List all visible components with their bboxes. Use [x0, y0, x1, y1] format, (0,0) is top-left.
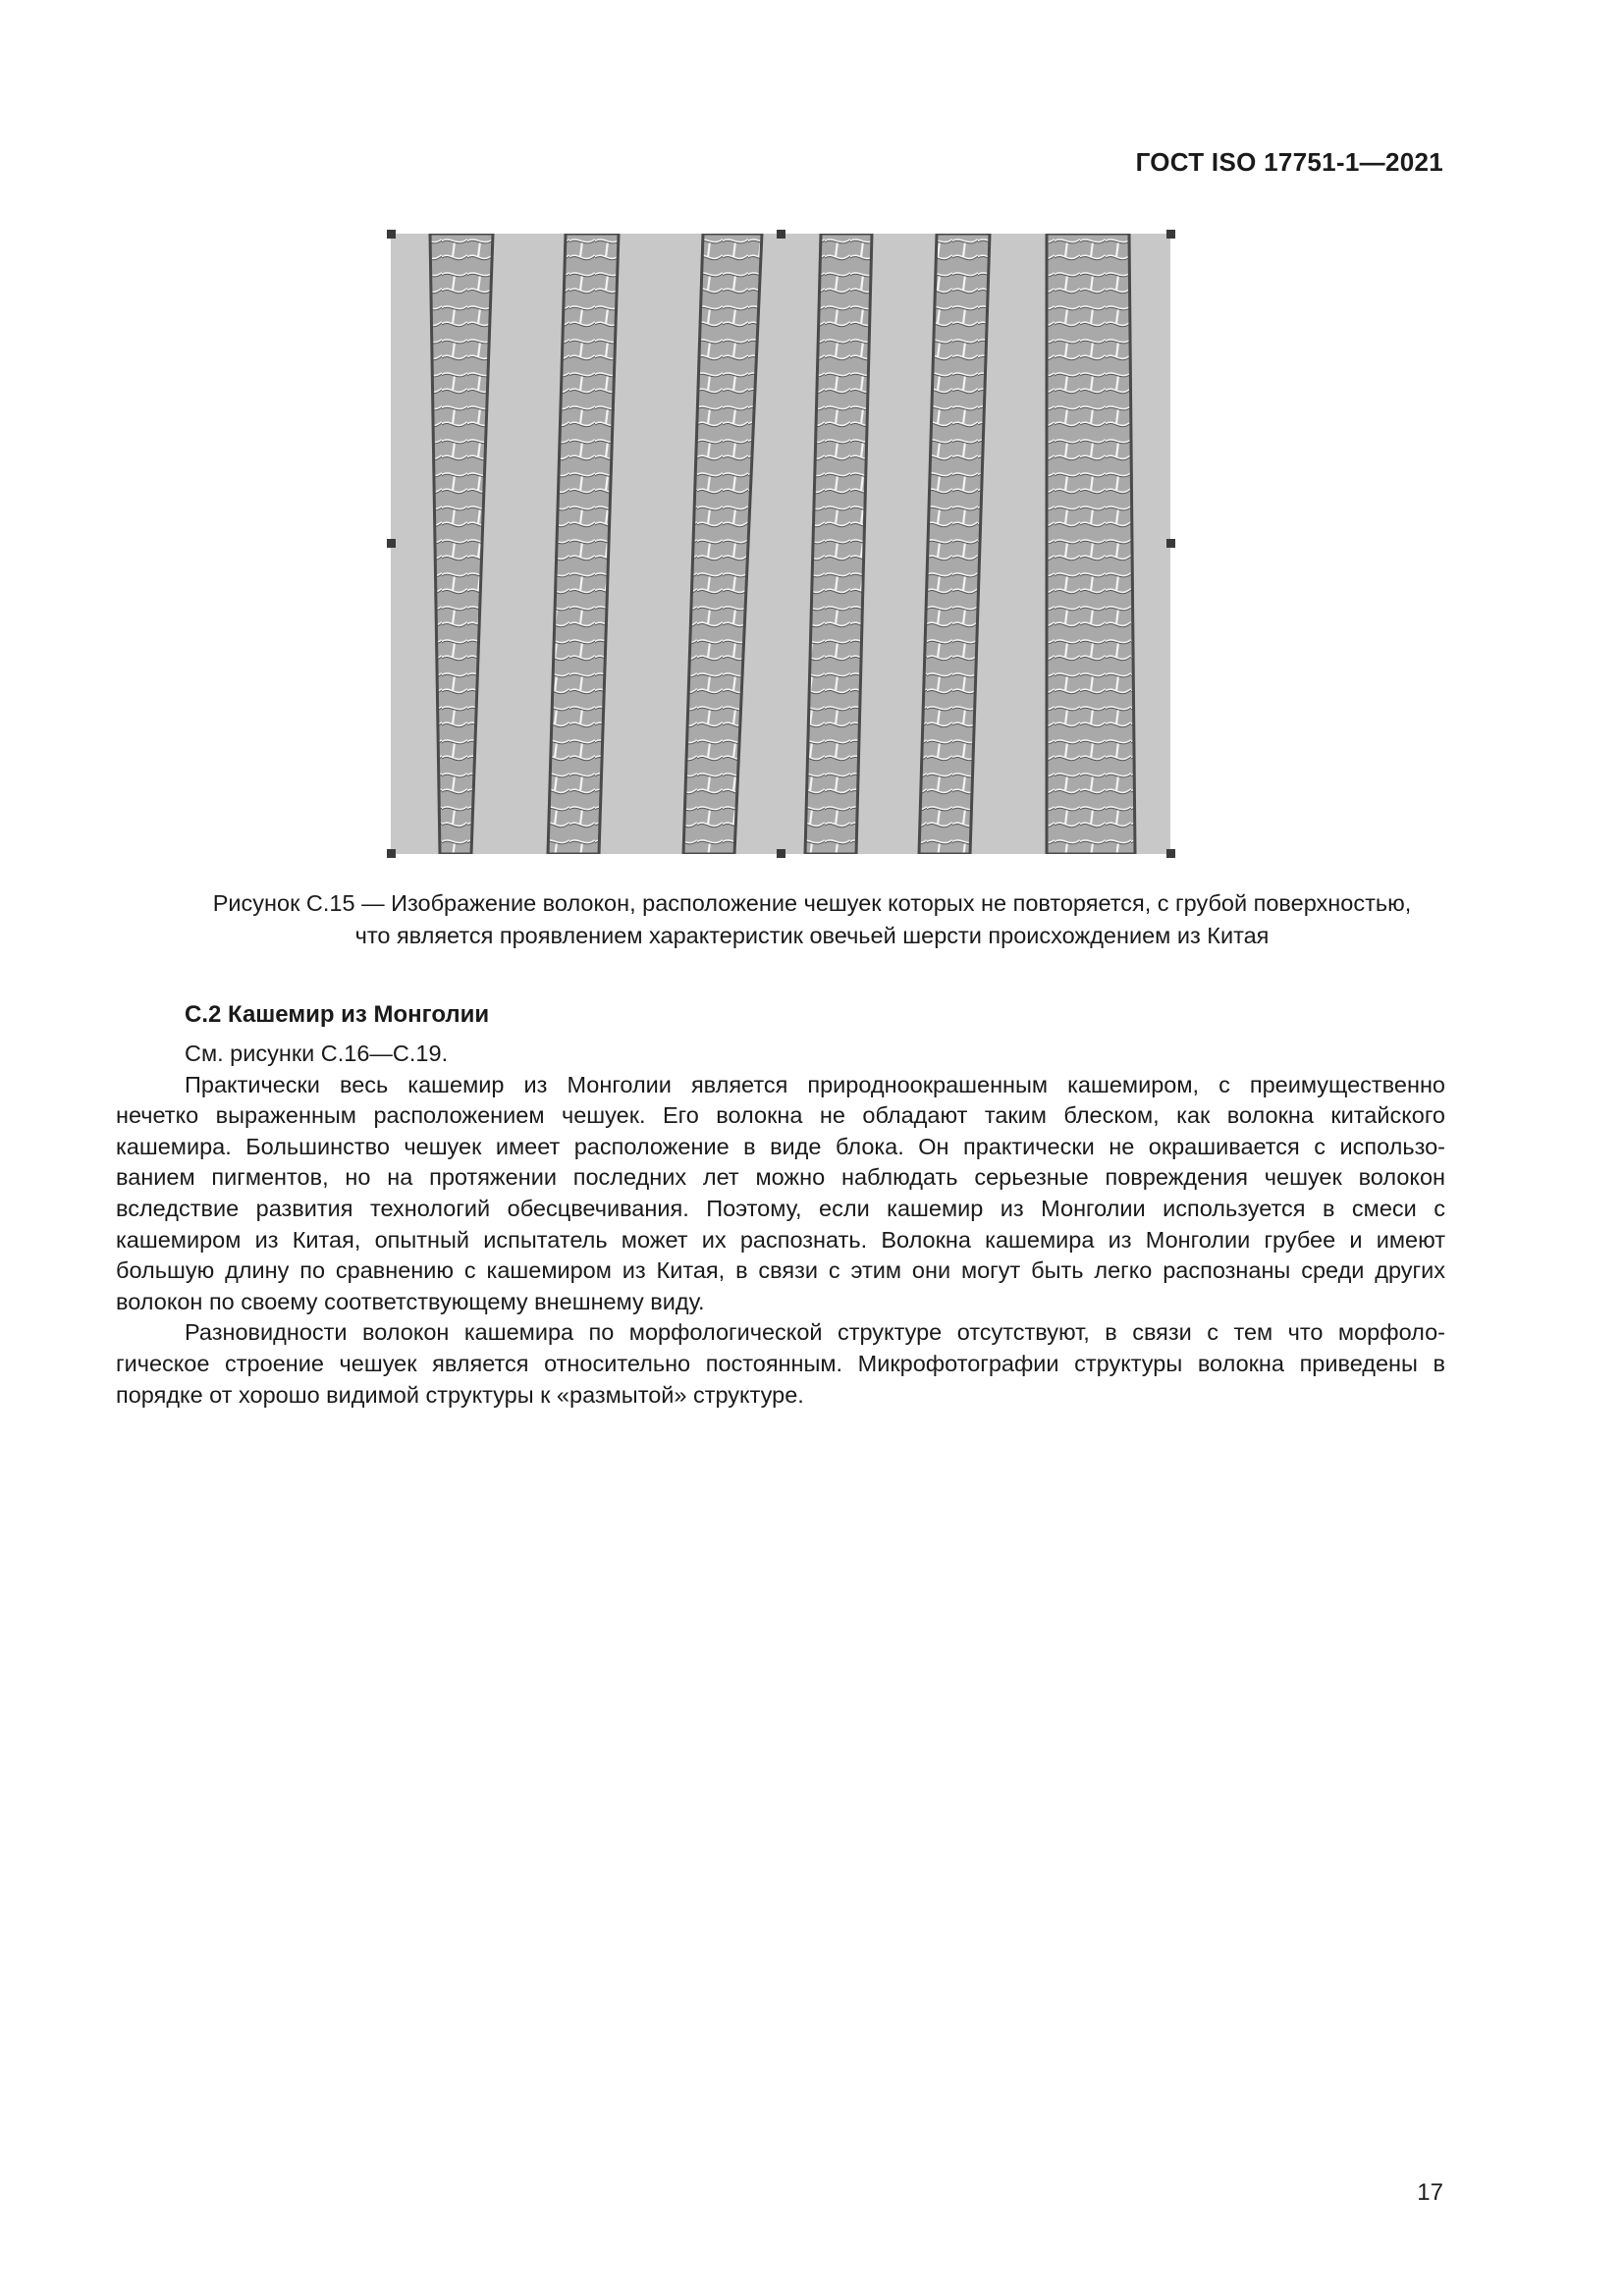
figure-handle-ml	[387, 539, 396, 548]
figure-handle-tl	[387, 230, 396, 239]
section-body	[116, 1039, 1445, 1411]
fiber-6	[1047, 234, 1135, 854]
figure-handle-tm	[777, 230, 785, 239]
text-line: порядке от хорошо видимой структуры к «размытой» структуре.	[116, 1381, 804, 1408]
text-line: См. рисунки С.16—С.19.	[185, 1041, 449, 1066]
text-line: Практически весь кашемир из Монголии является природноокрашенным кашемиром, с преимущественно	[185, 1071, 1445, 1097]
document-code: ГОСТ ISO 17751-1—2021	[1135, 147, 1443, 177]
caption-line: что является проявлением характеристик овечьей шерсти происхождением из Китая	[354, 923, 1270, 948]
text-line: волокон по своему соответствующему внешнему виду.	[116, 1288, 705, 1314]
page-number: 17	[1417, 2179, 1443, 2206]
figure-handle-mr	[1166, 539, 1175, 548]
text-line: кашемиром из Китая, опытный испытатель может их распознать. Волокна кашемира из Монголии грубее и имеют	[116, 1226, 1445, 1253]
figure-handle-tr	[1166, 230, 1175, 239]
figure-handle-bm	[777, 849, 785, 858]
text-line: нечетко выраженным расположением чешуек. Его волокна не обладают таким блеском, как волокна китайского	[116, 1102, 1445, 1129]
section-heading: С.2 Кашемир из Монголии	[185, 1001, 490, 1028]
text-line: ванием пигментов, но на протяжении последних лет можно наблюдать серьезные повреждения чешуек волокон	[116, 1164, 1445, 1191]
figure-handle-bl	[387, 849, 396, 858]
figure-caption	[118, 887, 1506, 952]
text-line: кашемира. Большинство чешуек имеет расположение в виде блока. Он практически не окрашивается с использо-	[116, 1133, 1445, 1159]
text-line: гическое строение чешуек является относительно постоянным. Микрофотографии структуры волокна приведены в	[116, 1350, 1445, 1376]
figure-handle-br	[1166, 849, 1175, 858]
text-line: вследствие развития технологий обесцвечивания. Поэтому, если кашемир из Монголии используется в смеси с	[116, 1195, 1445, 1221]
fiber-micrograph	[391, 234, 1170, 854]
caption-line: Рисунок С.15 — Изображение волокон, расположение чешуек которых не повторяется, с грубой поверхностью,	[212, 890, 1412, 916]
text-line: Разновидности волокон кашемира по морфологической структуре отсутствуют, в связи с тем что морфоло-	[185, 1319, 1445, 1346]
text-line: большую длину по сравнению с кашемиром из Китая, в связи с этим они могут быть легко распознаны среди других	[116, 1257, 1445, 1284]
